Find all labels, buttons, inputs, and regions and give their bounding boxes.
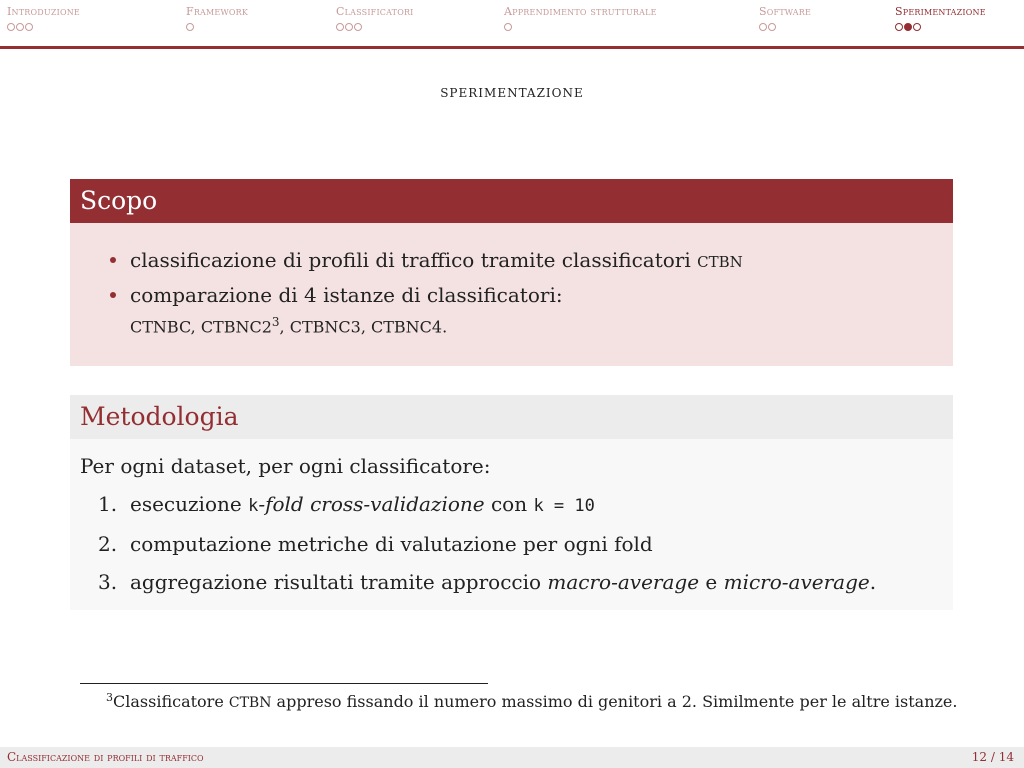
slide-dot[interactable]: [336, 23, 344, 31]
nav-section-title[interactable]: Classificatori: [336, 5, 414, 18]
footer-bar: [0, 747, 1024, 768]
page-number: 12 / 14: [971, 750, 1014, 764]
step-italic: macro-average: [547, 570, 700, 594]
slide-dot[interactable]: [504, 23, 512, 31]
scope-block: [70, 179, 953, 366]
step-text: aggregazione risultati tramite approccio: [130, 570, 548, 594]
enum-number: 2.: [98, 532, 118, 556]
step-text: .: [869, 570, 877, 594]
nav-dots: [504, 23, 657, 35]
nav-section-title[interactable]: Sperimentazione: [895, 5, 986, 18]
step-text: e: [699, 570, 724, 594]
acronym-ctbn: CTBN: [228, 695, 272, 711]
current-slide-dot[interactable]: [904, 23, 912, 31]
method-block-body: [70, 439, 953, 610]
nav-divider: [0, 46, 1024, 49]
enum-item: [80, 491, 943, 519]
enum-item: [80, 531, 943, 557]
method-intro: Per ogni dataset, per ogni classificatore:: [80, 454, 491, 478]
acronym-ctbn: CTBN: [697, 253, 743, 271]
math-k: k: [248, 496, 259, 516]
nav-section-framework[interactable]: [186, 5, 248, 35]
math-equation: k = 10: [533, 496, 595, 516]
slide-dot[interactable]: [7, 23, 15, 31]
scope-block-title: Scopo: [70, 179, 953, 223]
classifier-list-part: , CTBNC3, CTBNC4.: [279, 317, 448, 337]
footnote-text: Classificatore: [113, 692, 229, 711]
slide-dot[interactable]: [354, 23, 362, 31]
nav-section-title[interactable]: Framework: [186, 5, 249, 18]
nav-section-software[interactable]: [759, 5, 811, 35]
enum-item: [80, 569, 943, 595]
nav-section-title[interactable]: Apprendimento strutturale: [504, 5, 657, 18]
bullet-text: classificazione di profili di traffico tramite classificatori: [130, 248, 698, 272]
slide-dot[interactable]: [759, 23, 767, 31]
slide-dot[interactable]: [913, 23, 921, 31]
bullet-item: [104, 247, 943, 275]
presentation-title: Classificazione di profili di traffico: [7, 750, 204, 764]
nav-section-sperimentazione[interactable]: [895, 5, 986, 35]
frame-title: sperimentazione: [440, 82, 584, 102]
classifier-list: [130, 308, 943, 341]
footnote-mark: 3: [106, 690, 113, 704]
step-italic: micro-average: [723, 570, 870, 594]
nav-section-title[interactable]: Software: [759, 5, 812, 18]
nav-dots: [186, 23, 248, 35]
footnote: [80, 691, 960, 714]
step-text: con: [484, 492, 534, 516]
nav-section-introduzione[interactable]: [7, 5, 80, 35]
footnote-rule: [80, 683, 488, 684]
nav-section-classificatori[interactable]: [336, 5, 414, 35]
step-italic: -fold cross-validazione: [258, 492, 485, 516]
section-navigation: [0, 0, 1024, 46]
slide-dot[interactable]: [25, 23, 33, 31]
scope-block-body: [70, 223, 953, 366]
slide-dot[interactable]: [16, 23, 24, 31]
slide-dot[interactable]: [768, 23, 776, 31]
nav-dots: [895, 23, 986, 35]
nav-section-title[interactable]: Introduzione: [7, 5, 80, 18]
nav-dots: [759, 23, 811, 35]
slide-dot[interactable]: [186, 23, 194, 31]
classifier-list-part: CTNBC, CTBNC2: [130, 317, 272, 337]
bullet-item: [104, 282, 943, 341]
slide-dot[interactable]: [345, 23, 353, 31]
bullet-text: comparazione di 4 istanze di classificatori:: [130, 283, 563, 307]
footnote-text: appreso fissando il numero massimo di genitori a 2. Similmente per le altre istanze.: [271, 692, 958, 711]
method-block-title: Metodologia: [70, 395, 953, 439]
step-text: esecuzione: [130, 492, 249, 516]
enum-number: 3.: [98, 570, 118, 594]
step-text: computazione metriche di valutazione per ogni fold: [130, 532, 653, 556]
nav-dots: [7, 23, 80, 35]
enum-number: 1.: [98, 492, 118, 516]
footnote-ref[interactable]: 3: [271, 315, 280, 329]
nav-section-apprendimento[interactable]: [504, 5, 657, 35]
slide-dot[interactable]: [895, 23, 903, 31]
nav-dots: [336, 23, 414, 35]
method-block: [70, 395, 953, 610]
